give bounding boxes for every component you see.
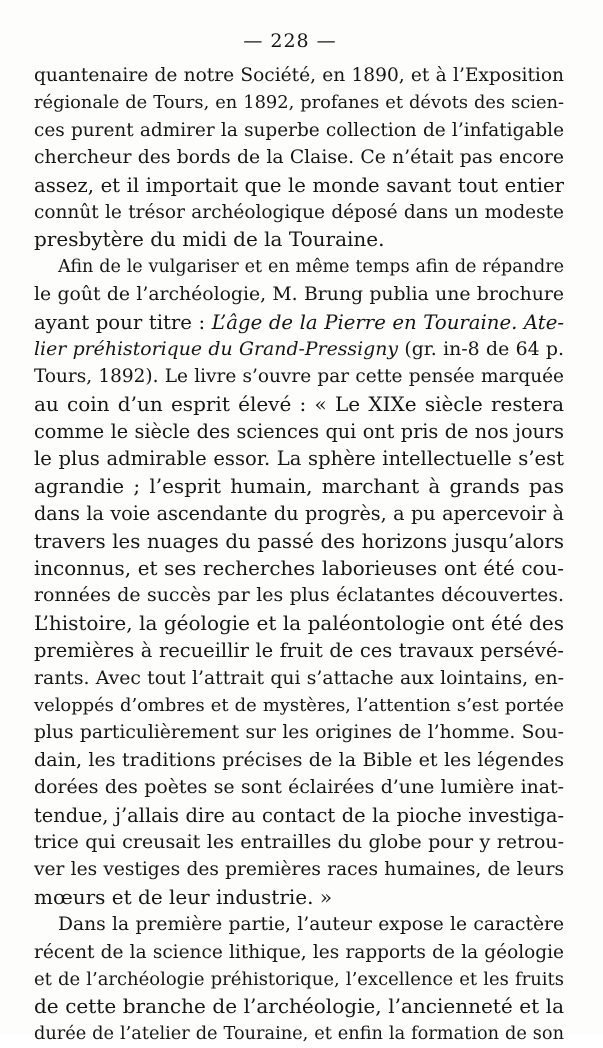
text-line: veloppés d’ombres et de mystères, l’attention s’est portée xyxy=(34,694,564,716)
text-line: et de l’archéologie préhistorique, l’excellence et les fruits xyxy=(34,968,564,990)
text-line: plus particulièrement sur les origines de l’homme. Sou- xyxy=(34,722,564,744)
text-line: agrandie ; l’esprit humain, marchant à grands pas xyxy=(34,473,564,498)
text-line: comme le siècle des sciences qui ont pris de nos jours xyxy=(34,420,564,444)
text-line: ver les vestiges des premières races humaines, de leurs xyxy=(34,859,564,881)
text-line: chercheur des bords de la Claise. Ce n’était pas encore xyxy=(34,147,564,169)
book-title-continued: lier préhistorique du Grand-Pressigny xyxy=(34,337,399,360)
paragraph-1 xyxy=(34,62,564,254)
book-title: L’âge de la Pierre en Touraine. Ate- xyxy=(211,310,564,334)
text-line: mœurs et de leur industrie. » xyxy=(34,884,333,909)
text-line: presbytère du midi de la Touraine. xyxy=(34,227,385,252)
text-line: connût le trésor archéologique déposé dans un modeste xyxy=(34,201,564,223)
text-line: travers les nuages du passé des horizons jusqu’alors xyxy=(34,529,564,553)
text-line: récent de la science lithique, les rapports de la géologie xyxy=(34,941,564,963)
text-line xyxy=(34,336,564,363)
text-line: ronnées de succès par les plus éclatantes découvertes. xyxy=(34,584,564,607)
page-number: — 228 — xyxy=(243,30,337,52)
text-line: dain, les traditions précises de la Bible et les légendes xyxy=(34,748,564,771)
text-line: le goût de l’archéologie, M. Brung publia une brochure xyxy=(34,284,564,306)
text-line: Tours, 1892). Le livre s’ouvre par cette pensée marquée xyxy=(34,366,564,388)
text-line: dorées des poètes se sont éclairées d’une lumière inat- xyxy=(34,776,564,799)
paragraph-3 xyxy=(34,911,564,1048)
bibliographic-reference: (gr. in-8 de 64 p. xyxy=(398,337,564,360)
paragraph-2 xyxy=(34,254,564,911)
text-line: trice qui creusait les entrailles du globe pour y retrou- xyxy=(34,830,564,853)
text-line: quantenaire de notre Société, en 1890, et à l’Exposition xyxy=(34,65,564,86)
text-line: au coin d’un esprit élevé : « Le XIXe siècle restera xyxy=(34,391,564,416)
text-line: durée de l’atelier de Touraine, et enfin la formation de son xyxy=(34,1023,564,1044)
body-text xyxy=(34,62,564,1048)
text-fragment: ayant pour titre : xyxy=(34,310,212,334)
text-line xyxy=(34,309,564,336)
text-line: inconnus, et ses recherches laborieuses ont été cou- xyxy=(34,557,564,581)
text-line: ces purent admirer la superbe collection de l’infatigable xyxy=(34,119,564,141)
text-line: rants. Avec tout l’attrait qui s’attache aux lointains, en- xyxy=(34,667,564,689)
text-line: de cette branche de l’archéologie, l’ancienneté et la xyxy=(34,994,564,1019)
text-line: tendue, j’allais dire au contact de la pioche investiga- xyxy=(34,803,564,827)
text-line: dans la voie ascendante du progrès, a pu apercevoir à xyxy=(34,502,564,526)
text-line: L’histoire, la géologie et la paléontologie ont été des xyxy=(34,610,564,635)
text-line: premières à recueillir le fruit de ces travaux persévé- xyxy=(34,639,564,663)
text-line: Afin de le vulgariser et en même temps afin de répandre xyxy=(58,256,564,277)
text-line: régionale de Tours, en 1892, profanes et dévots des scien- xyxy=(34,92,564,114)
text-line: Dans la première partie, l’auteur expose le caractère xyxy=(58,914,564,936)
text-line: assez, et il importait que le monde savant tout entier xyxy=(34,173,564,197)
text-line: le plus admirable essor. La sphère intellectuelle s’est xyxy=(34,447,564,471)
